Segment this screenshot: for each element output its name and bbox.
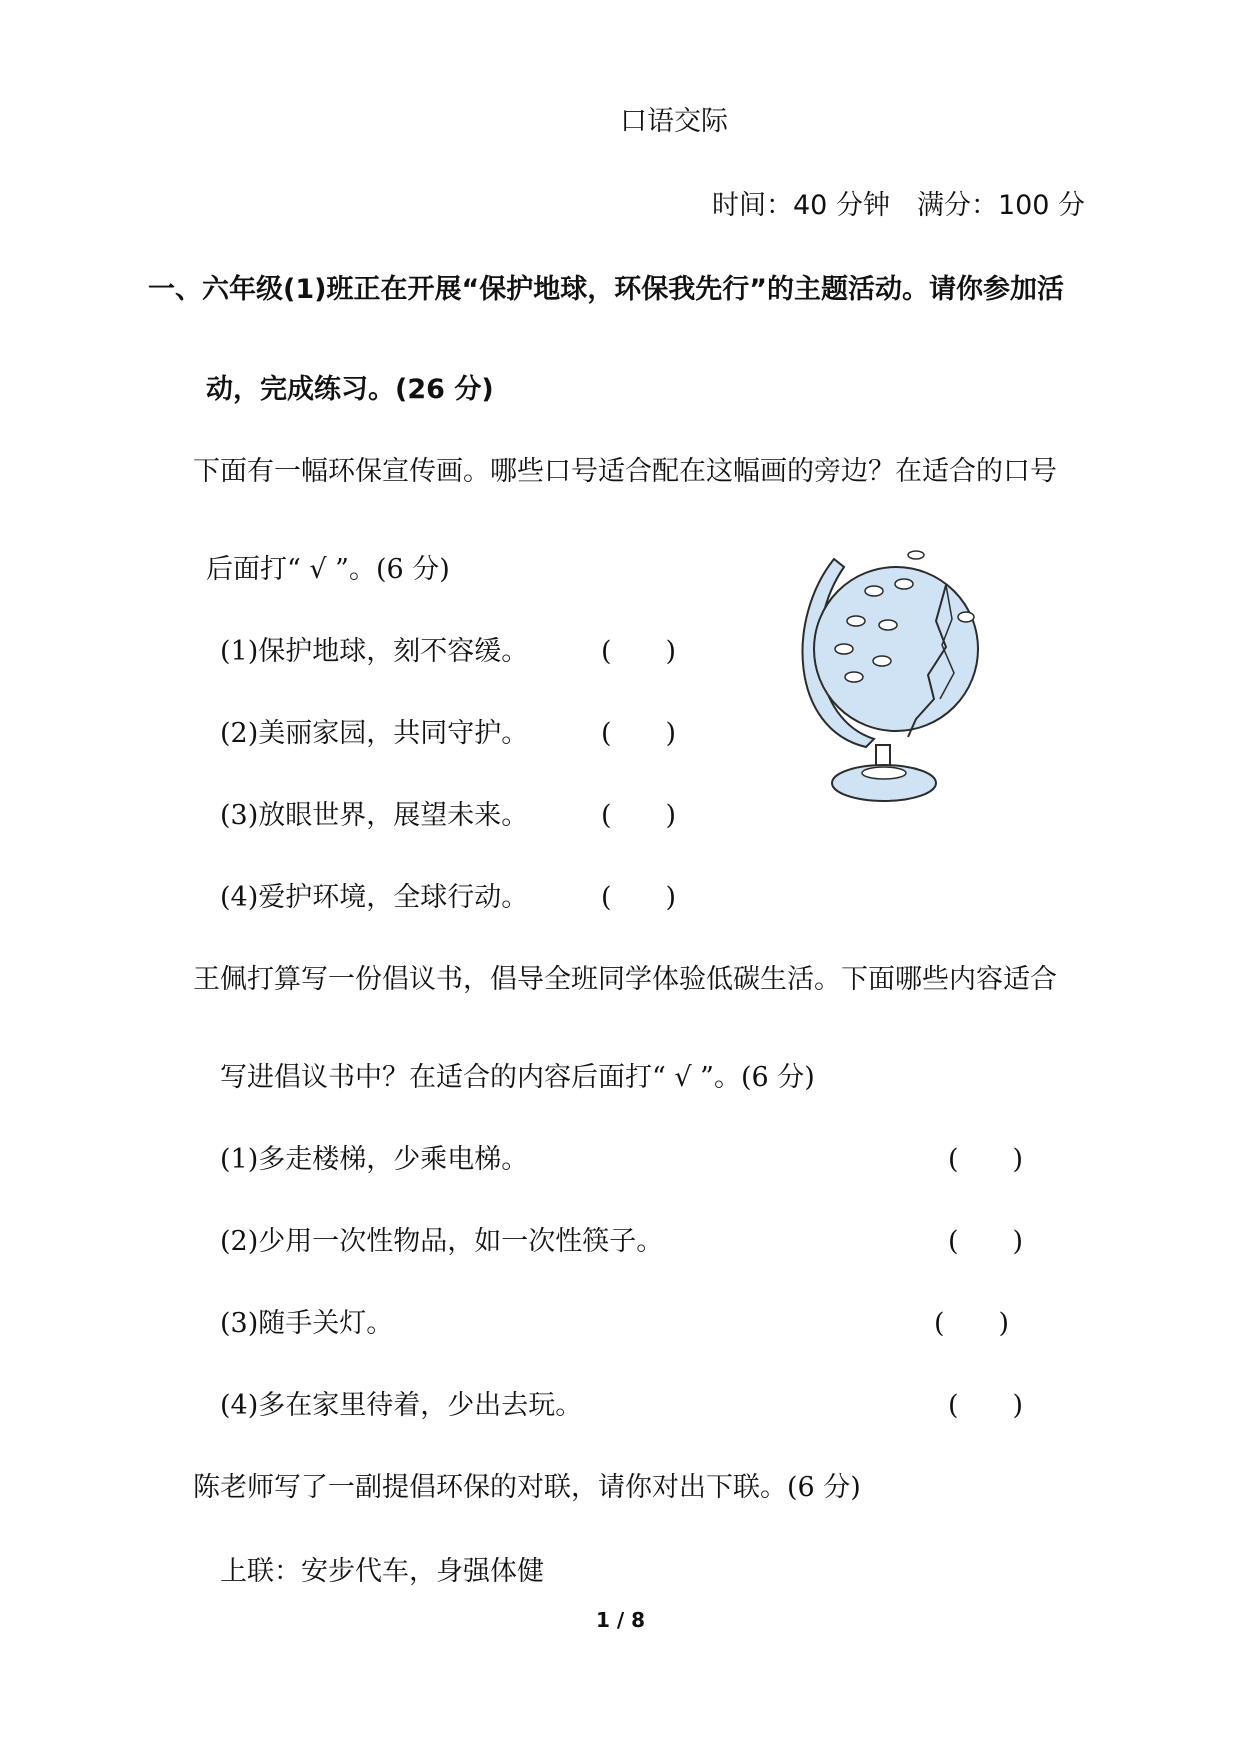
q2-answer-blank-2[interactable]: ( ) [948, 1226, 1024, 1257]
q3-prompt: 陈老师写了一副提倡环保的对联，请你对出下联。(6 分) [193, 1472, 861, 1503]
q1-prompt-line-1: 下面有一幅环保宣传画。哪些口号适合配在这幅画的旁边？在适合的口号 [193, 456, 1057, 487]
q1-option-1: (1)保护地球，刻不容缓。 [220, 636, 529, 667]
q2-answer-blank-1[interactable]: ( ) [948, 1144, 1024, 1175]
q1-option-2: (2)美丽家园，共同守护。 [220, 718, 529, 749]
section-heading-line-2: 动，完成练习。(26 分) [206, 374, 494, 405]
q3-couplet: 上联：安步代车，身强体健 [220, 1556, 544, 1587]
page-number: 1 / 8 [595, 1608, 646, 1632]
q2-option-4: (4)多在家里待着，少出去玩。 [220, 1390, 583, 1421]
q2-option-1: (1)多走楼梯，少乘电梯。 [220, 1144, 529, 1175]
q2-option-2: (2)少用一次性物品，如一次性筷子。 [220, 1226, 664, 1257]
globe-illustration [796, 549, 986, 809]
q1-answer-blank-1[interactable]: ( ) [601, 636, 677, 667]
page-title: 口语交际 [620, 106, 728, 137]
q1-answer-blank-2[interactable]: ( ) [601, 718, 677, 749]
exam-meta: 时间：40 分钟 满分：100 分 [712, 190, 1086, 221]
q1-prompt-line-2: 后面打“ √ ”。(6 分) [206, 554, 450, 585]
q1-option-3: (3)放眼世界，展望未来。 [220, 800, 529, 831]
q2-answer-blank-3[interactable]: ( ) [934, 1308, 1010, 1339]
section-heading-line-1: 一、六年级(1)班正在开展“保护地球，环保我先行”的主题活动。请你参加活 [148, 274, 1064, 305]
q1-answer-blank-3[interactable]: ( ) [601, 800, 677, 831]
q2-prompt-line-1: 王佩打算写一份倡议书，倡导全班同学体验低碳生活。下面哪些内容适合 [193, 964, 1057, 995]
q1-answer-blank-4[interactable]: ( ) [601, 882, 677, 913]
q2-prompt-line-2: 写进倡议书中？在适合的内容后面打“ √ ”。(6 分) [220, 1062, 815, 1093]
q2-option-3: (3)随手关灯。 [220, 1308, 394, 1339]
q1-option-4: (4)爱护环境，全球行动。 [220, 882, 529, 913]
q2-answer-blank-4[interactable]: ( ) [948, 1390, 1024, 1421]
